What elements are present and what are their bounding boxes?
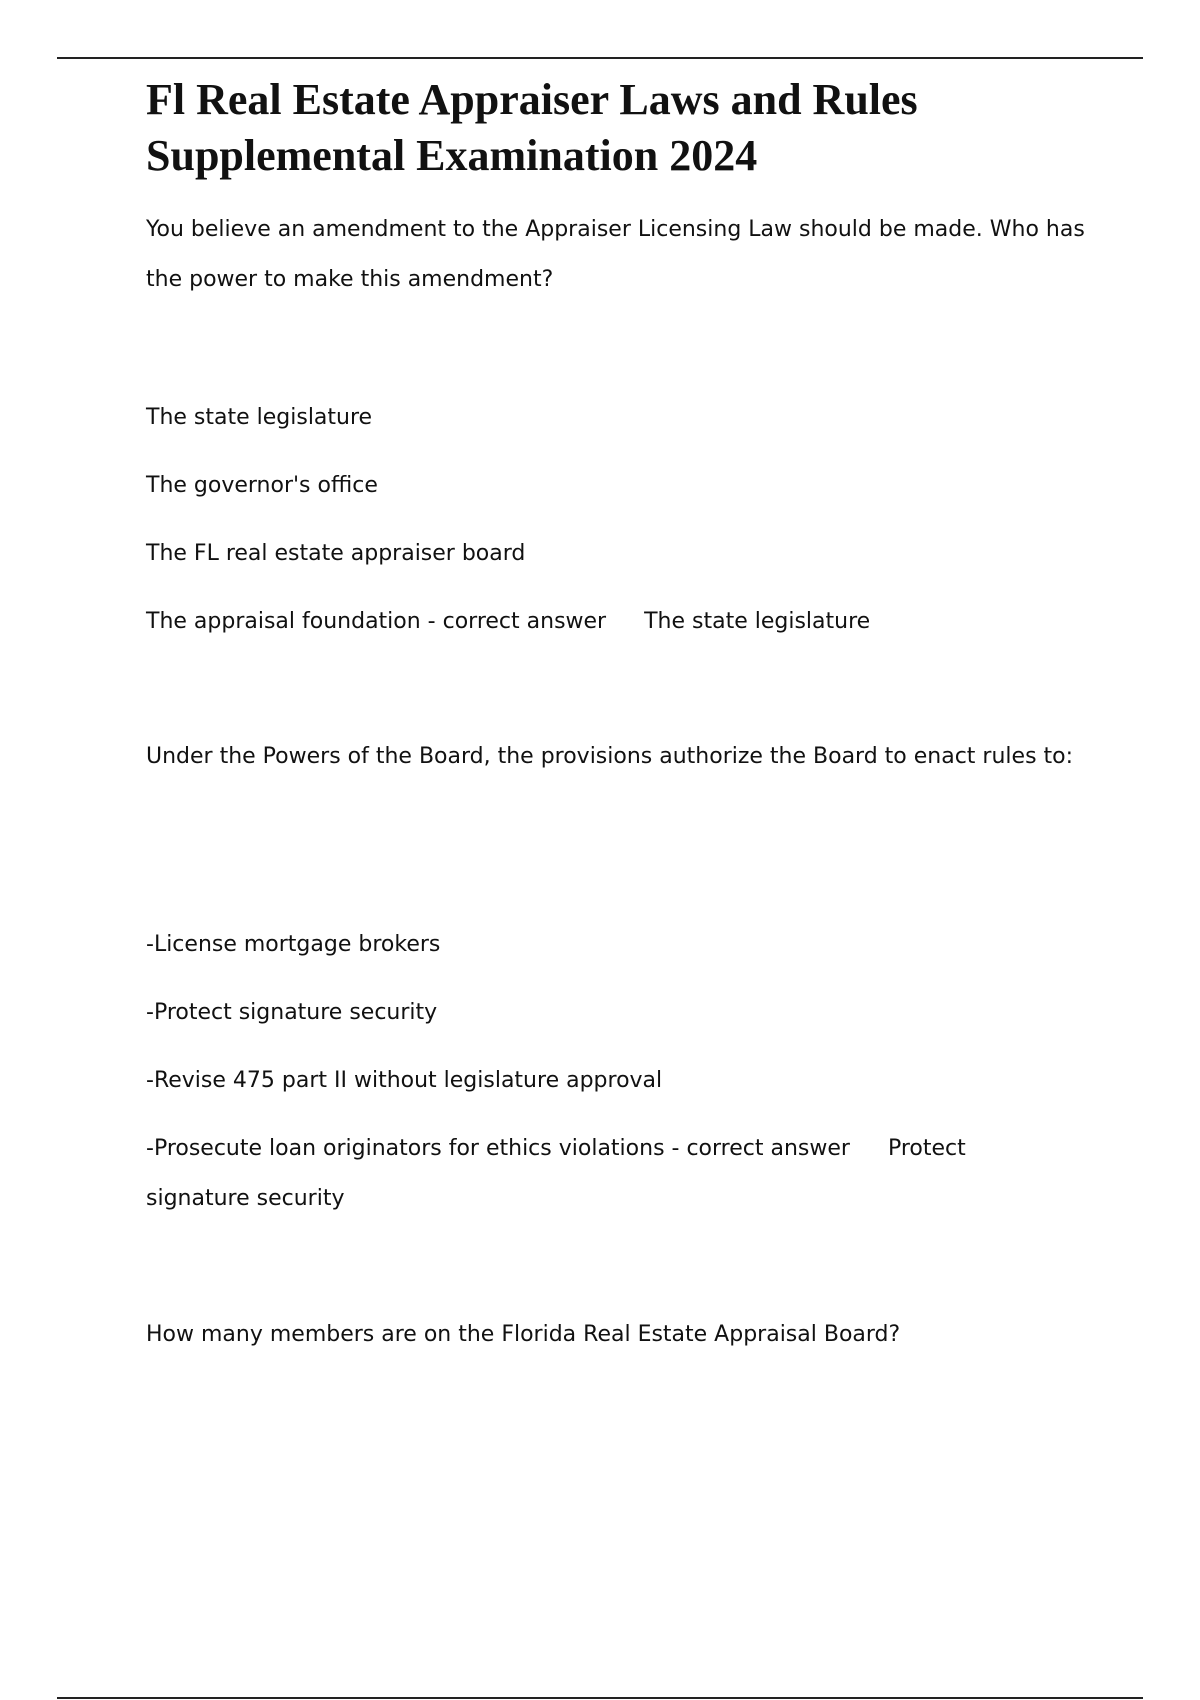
question-3-text: How many members are on the Florida Real Estate Appraisal Board? xyxy=(146,1322,901,1347)
question-1-option-2: The governor's office xyxy=(146,473,378,498)
question-2-option-4: -Prosecute loan originators for ethics violations - correct answer xyxy=(146,1136,850,1161)
question-2-text: Under the Powers of the Board, the provisions authorize the Board to enact rules to: xyxy=(146,744,1074,769)
title-line-1: Fl Real Estate Appraiser Laws and Rules xyxy=(146,75,918,124)
question-2-answer-line-2: signature security xyxy=(146,1186,345,1211)
question-2-option-3: -Revise 475 part II without legislature approval xyxy=(146,1068,663,1093)
top-rule xyxy=(57,57,1143,59)
question-2-option-4-with-answer xyxy=(146,1124,966,1174)
question-2-option-2: -Protect signature security xyxy=(146,1000,438,1025)
question-2-option-1: -License mortgage brokers xyxy=(146,932,441,957)
title-line-2: Supplemental Examination 2024 xyxy=(146,131,758,180)
question-1-text: You believe an amendment to the Appraiser Licensing Law should be made. Who has the power to make this amendment? xyxy=(146,217,1085,292)
question-1-option-1: The state legislature xyxy=(146,405,373,430)
question-2-answer-line-1: Protect xyxy=(887,1136,966,1161)
document-title xyxy=(146,72,1106,184)
question-1-option-4: The appraisal foundation - correct answer xyxy=(146,609,607,634)
question-1-option-3: The FL real estate appraiser board xyxy=(146,541,526,566)
question-1-option-4-with-answer xyxy=(146,597,870,647)
question-1-answer: The state legislature xyxy=(644,609,871,634)
bottom-rule xyxy=(57,1697,1143,1699)
